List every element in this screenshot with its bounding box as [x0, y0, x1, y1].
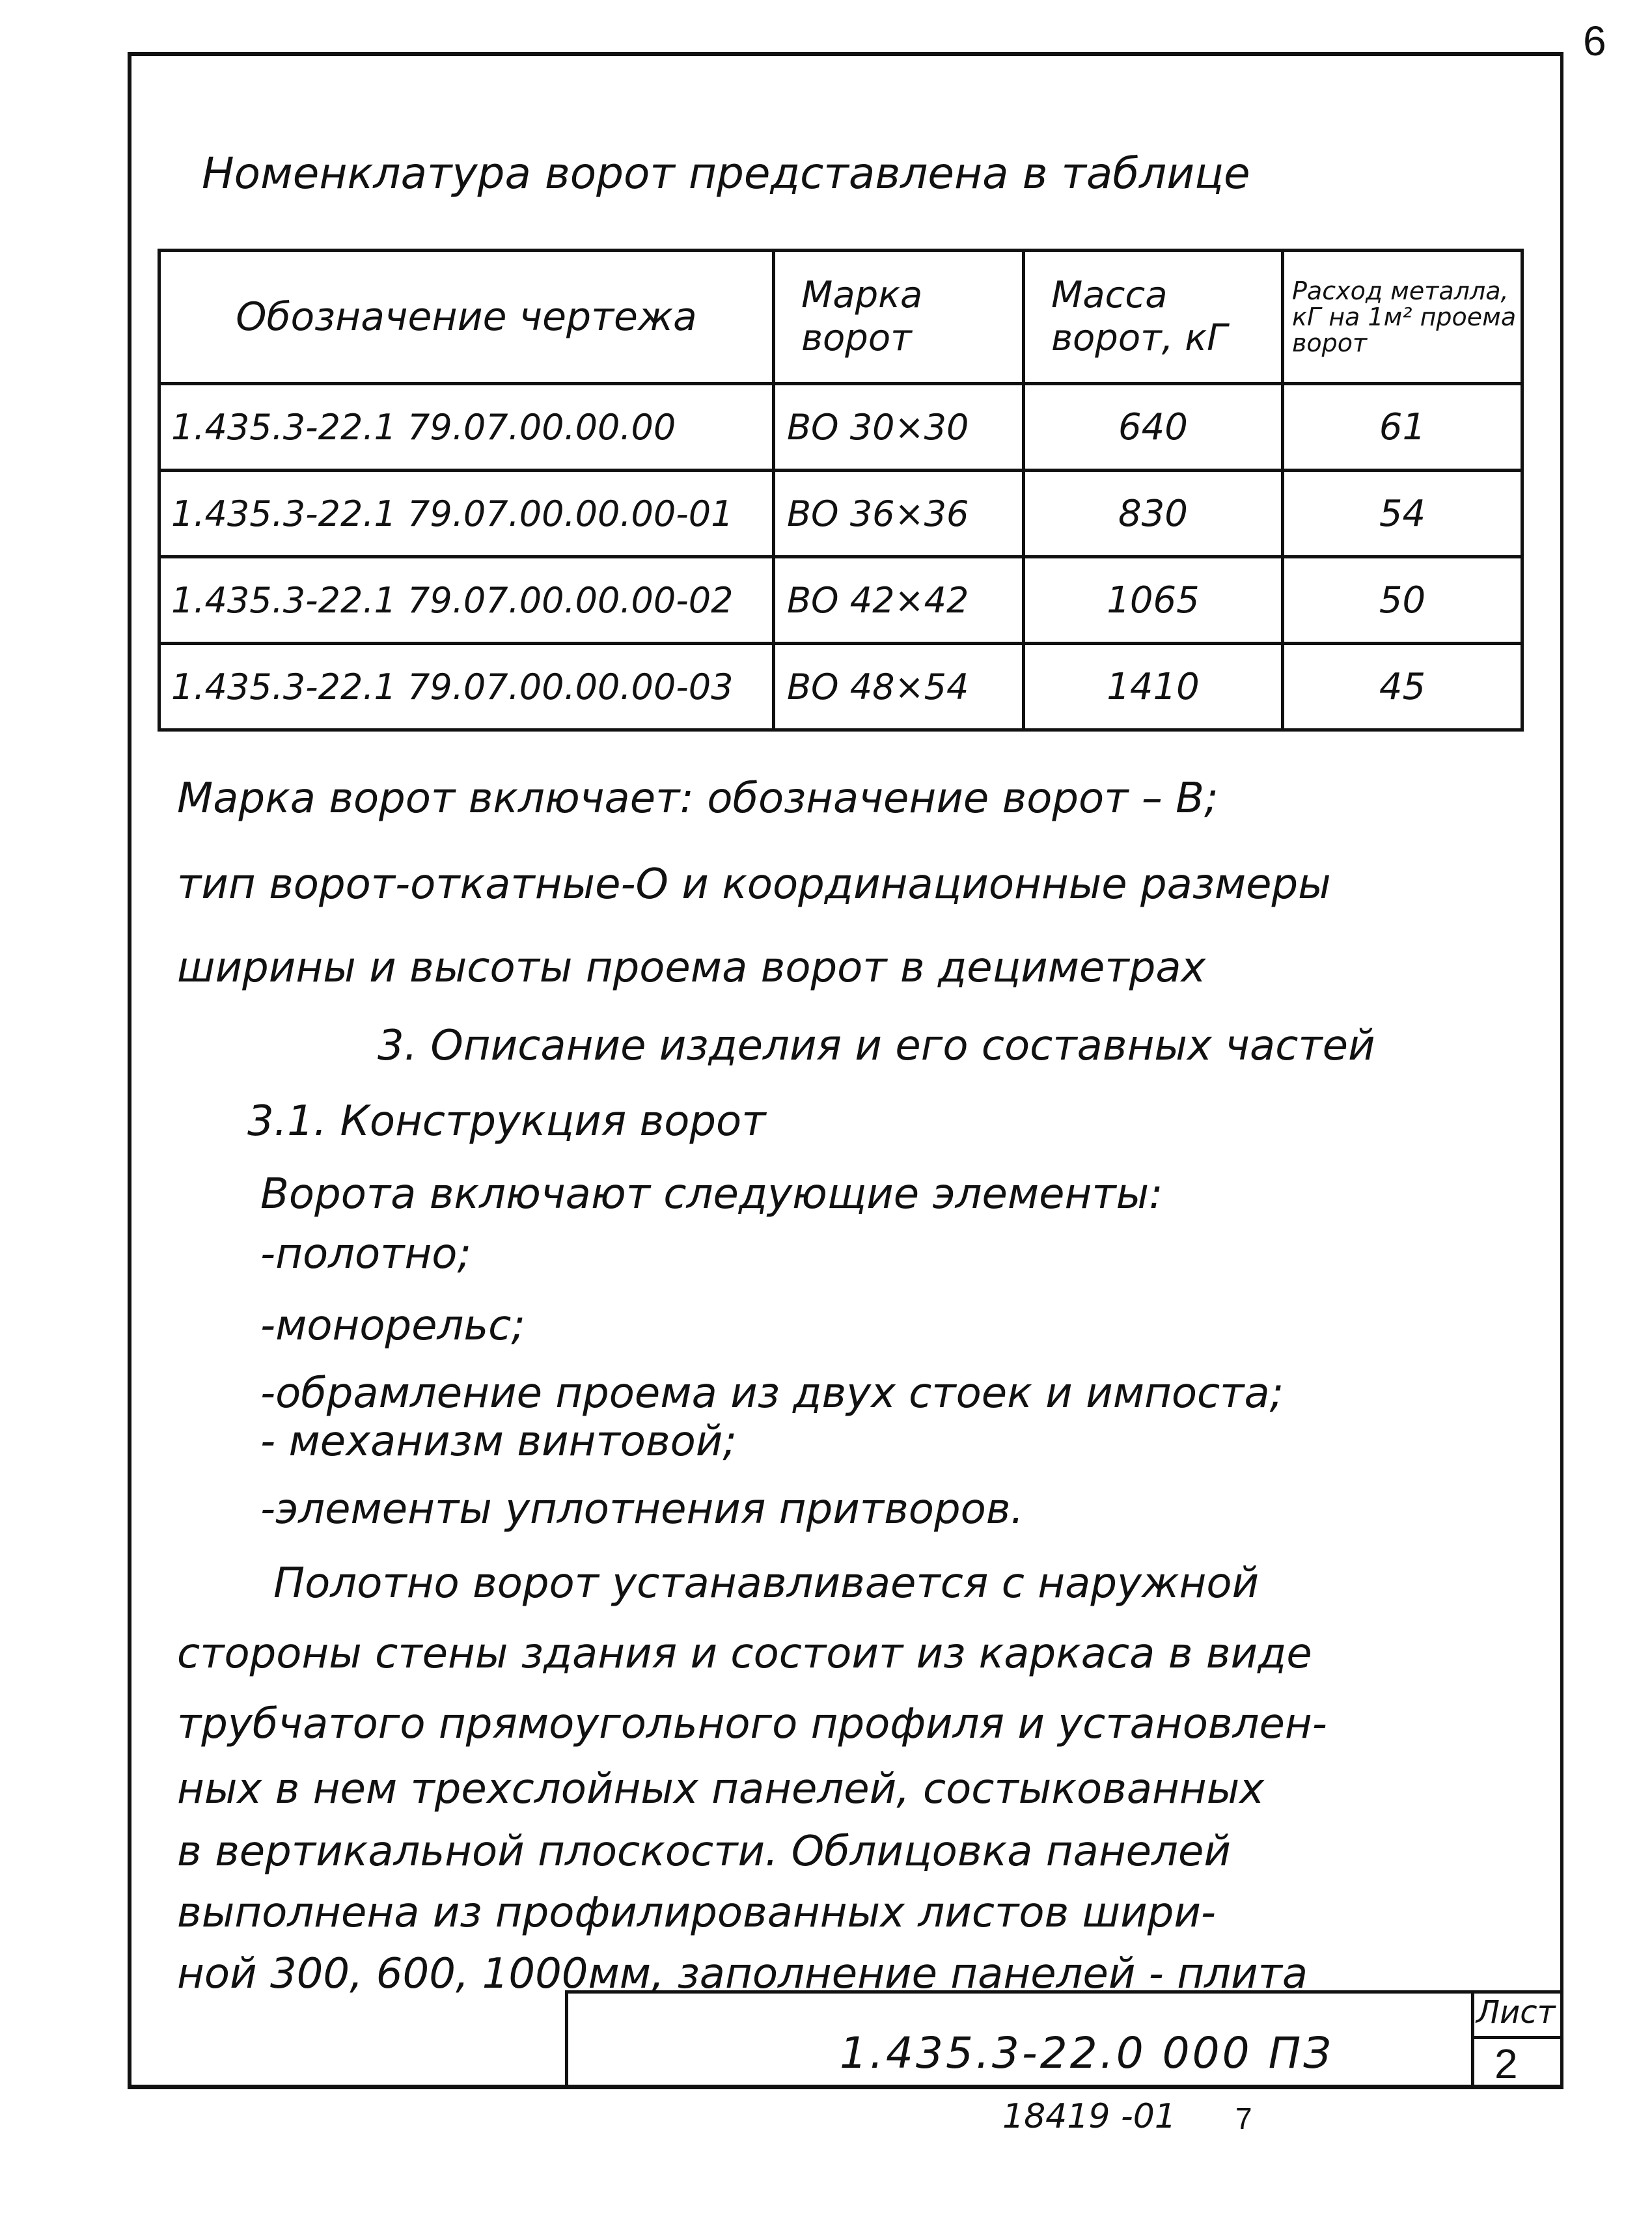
row-code: 1.435.3-22.1 79.07.00.00.00-02: [159, 557, 774, 644]
text-line: Ворота включают следующие элементы:: [260, 1170, 1163, 1218]
nomenclature-table: [158, 249, 1524, 732]
row-consumption: 50: [1283, 557, 1522, 644]
row-mass: 830: [1024, 471, 1283, 557]
row-mass: 1065: [1024, 557, 1283, 644]
sheet-box-divider: [1471, 2036, 1563, 2039]
text-line: тип ворот-откатные-О и координационные размеры: [177, 860, 1331, 909]
row-consumption: 45: [1283, 644, 1522, 730]
text-line: в вертикальной плоскости. Облицовка панелей: [177, 1828, 1231, 1876]
row-mark: ВО 30×30: [774, 384, 1024, 471]
page-number: 6: [1583, 18, 1606, 64]
list-item: - механизм винтовой;: [260, 1418, 737, 1466]
nomenclature-heading: Номенклатура ворот представлена в таблице: [202, 148, 1250, 199]
row-mark: ВО 42×42: [774, 557, 1024, 644]
row-mass: 1410: [1024, 644, 1283, 730]
text-line: Марка ворот включает: обозначение ворот – В;: [177, 775, 1218, 823]
list-item: -обрамление проема из двух стоек и импоста;: [260, 1369, 1284, 1418]
row-code: 1.435.3-22.1 79.07.00.00.00-01: [159, 471, 774, 557]
row-mark: ВО 36×36: [774, 471, 1024, 557]
footer-page: 7: [1235, 2102, 1252, 2135]
header-drawing-code: Обозначение чертежа: [159, 251, 774, 384]
row-code: 1.435.3-22.1 79.07.00.00.00-03: [159, 644, 774, 730]
table-row: [159, 644, 1522, 730]
text-line: ширины и высоты проема ворот в дециметрах: [177, 944, 1206, 992]
text-line: стороны стены здания и состоит из каркаса в виде: [177, 1630, 1312, 1678]
header-metal-consumption: Расход металла, кГ на 1м² проема ворот: [1283, 251, 1522, 384]
table-row: [159, 557, 1522, 644]
text-line: ной 300, 600, 1000мм, заполнение панелей - плита: [177, 1950, 1308, 1998]
table-row: [159, 471, 1522, 557]
section-heading: 3. Описание изделия и его составных частей: [378, 1022, 1375, 1070]
row-consumption: 61: [1283, 384, 1522, 471]
text-line: выполнена из профилированных листов шири-: [177, 1889, 1216, 1937]
row-mass: 640: [1024, 384, 1283, 471]
list-item: -элементы уплотнения притворов.: [260, 1485, 1024, 1533]
list-item: -монорельс;: [260, 1302, 525, 1350]
sheet-number: 2: [1494, 2040, 1518, 2087]
subsection-heading: 3.1. Конструкция ворот: [247, 1097, 766, 1145]
text-line: трубчатого прямоугольного профиля и установлен-: [177, 1700, 1327, 1748]
table-header-row: [159, 251, 1522, 384]
list-item: -полотно;: [260, 1230, 471, 1278]
text-line: ных в нем трехслойных панелей, состыкованных: [177, 1765, 1265, 1813]
row-consumption: 54: [1283, 471, 1522, 557]
document-code: 1.435.3-22.0 000 ПЗ: [840, 2028, 1334, 2078]
archive-number: 18419 -01: [1002, 2097, 1176, 2136]
row-mark: ВО 48×54: [774, 644, 1024, 730]
sheet-label: Лист: [1476, 1994, 1556, 2031]
header-gate-mass: Масса ворот, кГ: [1024, 251, 1283, 384]
table-row: [159, 384, 1522, 471]
header-gate-mark: Марка ворот: [774, 251, 1024, 384]
text-line: Полотно ворот устанавливается с наружной: [273, 1559, 1260, 1608]
row-code: 1.435.3-22.1 79.07.00.00.00: [159, 384, 774, 471]
